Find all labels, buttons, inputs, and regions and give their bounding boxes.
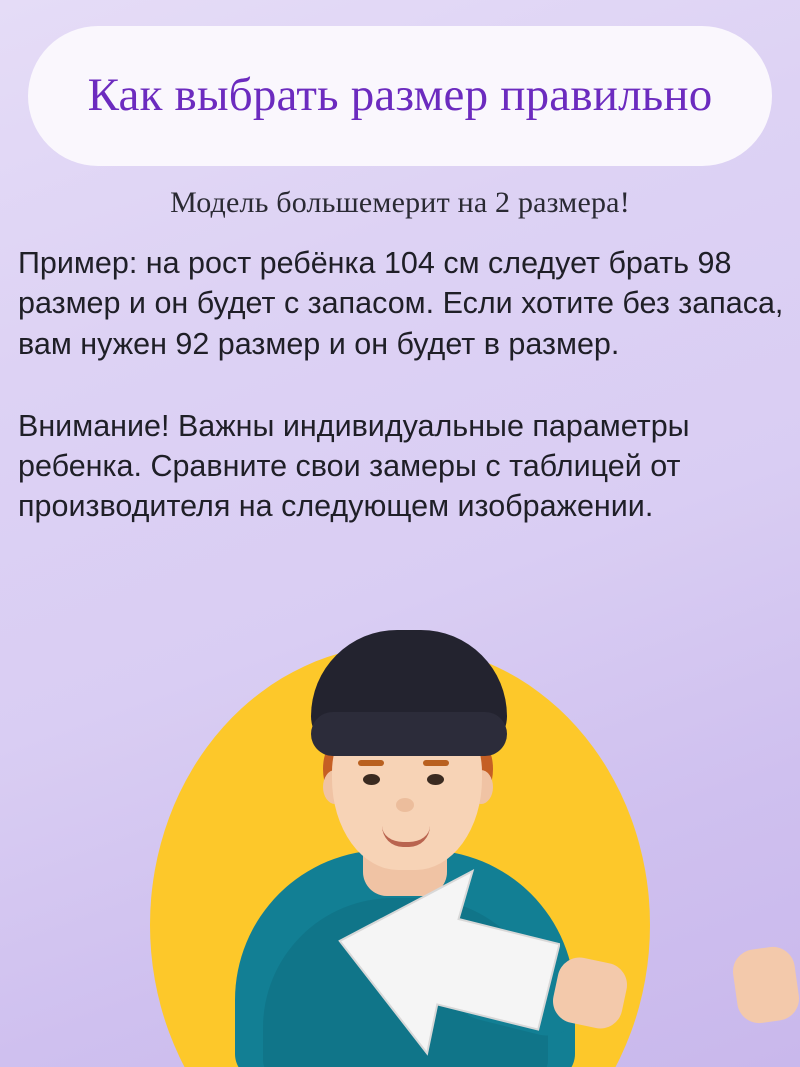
body-text-block [18, 243, 784, 527]
title-banner [28, 26, 772, 166]
boy-holding-arrow-photo [0, 600, 800, 1067]
white-arrow-prop [330, 855, 560, 1067]
eye-right [427, 774, 444, 785]
eyebrow-left [358, 760, 384, 766]
knit-hat-brim [311, 712, 507, 756]
eye-left [363, 774, 380, 785]
paragraph-attention: Внимание! Важны индивидуальные параметры ребенка. Сравните свои замеры с таблицей от производителя на следующем изображении. [18, 408, 690, 524]
nose-shape [396, 798, 414, 812]
page-title: Как выбрать размер правильно [87, 69, 713, 122]
subtitle-text: Модель большемерит на 2 размера! [170, 186, 630, 219]
paragraph-example: Пример: на рост ребёнка 104 см следует брать 98 размер и он будет с запасом. Если хотите без запаса, вам нужен 92 размер и он будет в размер. [18, 246, 784, 361]
hand-right-shape [730, 944, 800, 1026]
eyebrow-right [423, 760, 449, 766]
